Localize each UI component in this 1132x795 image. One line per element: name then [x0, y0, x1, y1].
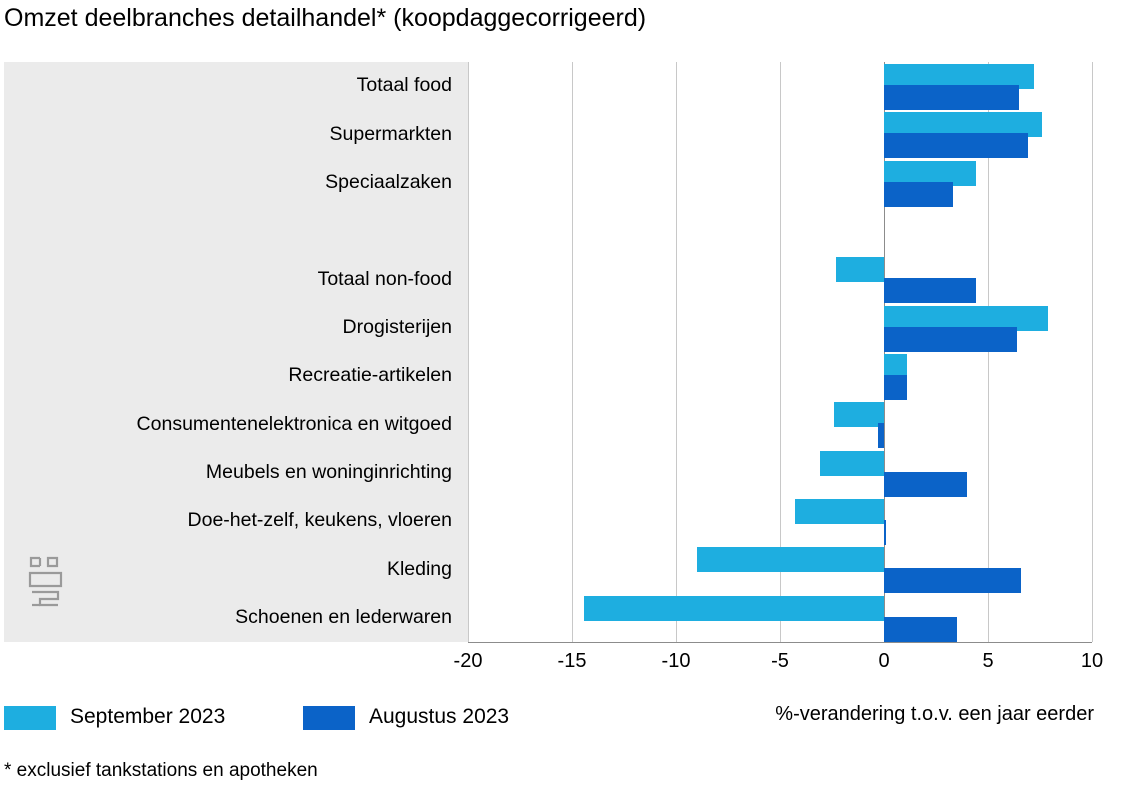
- bar-augustus: [884, 133, 1028, 158]
- bar-augustus: [884, 278, 976, 303]
- bar-september: [836, 257, 884, 282]
- category-label: Drogisterijen: [342, 315, 452, 338]
- category-label: Supermarkten: [329, 122, 452, 145]
- bar-september: [697, 547, 884, 572]
- footnote: * exclusief tankstations en apotheken: [4, 760, 318, 781]
- category-label: Totaal food: [356, 74, 452, 97]
- bar-september: [820, 451, 884, 476]
- category-label: Kleding: [386, 557, 452, 580]
- x-tick-label: -5: [771, 650, 789, 672]
- x-tick-label: -20: [453, 650, 483, 672]
- legend-swatch-augustus: [303, 706, 355, 730]
- chart-plot-area: [468, 62, 1092, 642]
- gridline--15: [572, 62, 573, 642]
- x-tick-label: 10: [1080, 650, 1104, 672]
- page-title: Omzet deelbranches detailhandel* (koopdaggecorrigeerd): [4, 4, 647, 32]
- bar-september: [584, 596, 884, 621]
- gridline-10: [1092, 62, 1093, 642]
- category-label: Totaal non-food: [317, 267, 452, 290]
- gridline--10: [676, 62, 677, 642]
- legend-label-augustus: Augustus 2023: [369, 705, 510, 728]
- x-tick-label: -10: [661, 650, 691, 672]
- bar-september: [795, 499, 884, 524]
- cbs-logo: [26, 556, 66, 610]
- bar-augustus: [884, 520, 886, 545]
- category-label-panel: [4, 62, 468, 642]
- x-tick-label: -15: [557, 650, 587, 672]
- bar-september: [834, 402, 884, 427]
- category-label: Schoenen en lederwaren: [235, 605, 452, 628]
- bar-augustus: [884, 327, 1017, 352]
- category-label: Speciaalzaken: [325, 170, 452, 193]
- x-axis-line: [468, 642, 1092, 643]
- category-label: Meubels en woninginrichting: [205, 460, 452, 483]
- bar-augustus: [884, 182, 953, 207]
- x-tick-label: 5: [982, 650, 994, 672]
- x-tick-label: 0: [878, 650, 890, 672]
- gridline--20: [468, 62, 469, 642]
- x-axis-title: %-verandering t.o.v. een jaar eerder: [775, 703, 1094, 725]
- bar-augustus: [884, 85, 1019, 110]
- bar-augustus: [884, 375, 907, 400]
- bar-augustus: [884, 472, 967, 497]
- category-label: Consumentenelektronica en witgoed: [136, 412, 452, 435]
- bar-augustus: [884, 568, 1021, 593]
- legend-swatch-september: [4, 706, 56, 730]
- category-label: Recreatie-artikelen: [288, 364, 452, 387]
- bar-augustus: [884, 617, 957, 642]
- legend-label-september: September 2023: [70, 705, 226, 728]
- bar-augustus: [878, 423, 884, 448]
- category-label: Doe-het-zelf, keukens, vloeren: [187, 509, 452, 532]
